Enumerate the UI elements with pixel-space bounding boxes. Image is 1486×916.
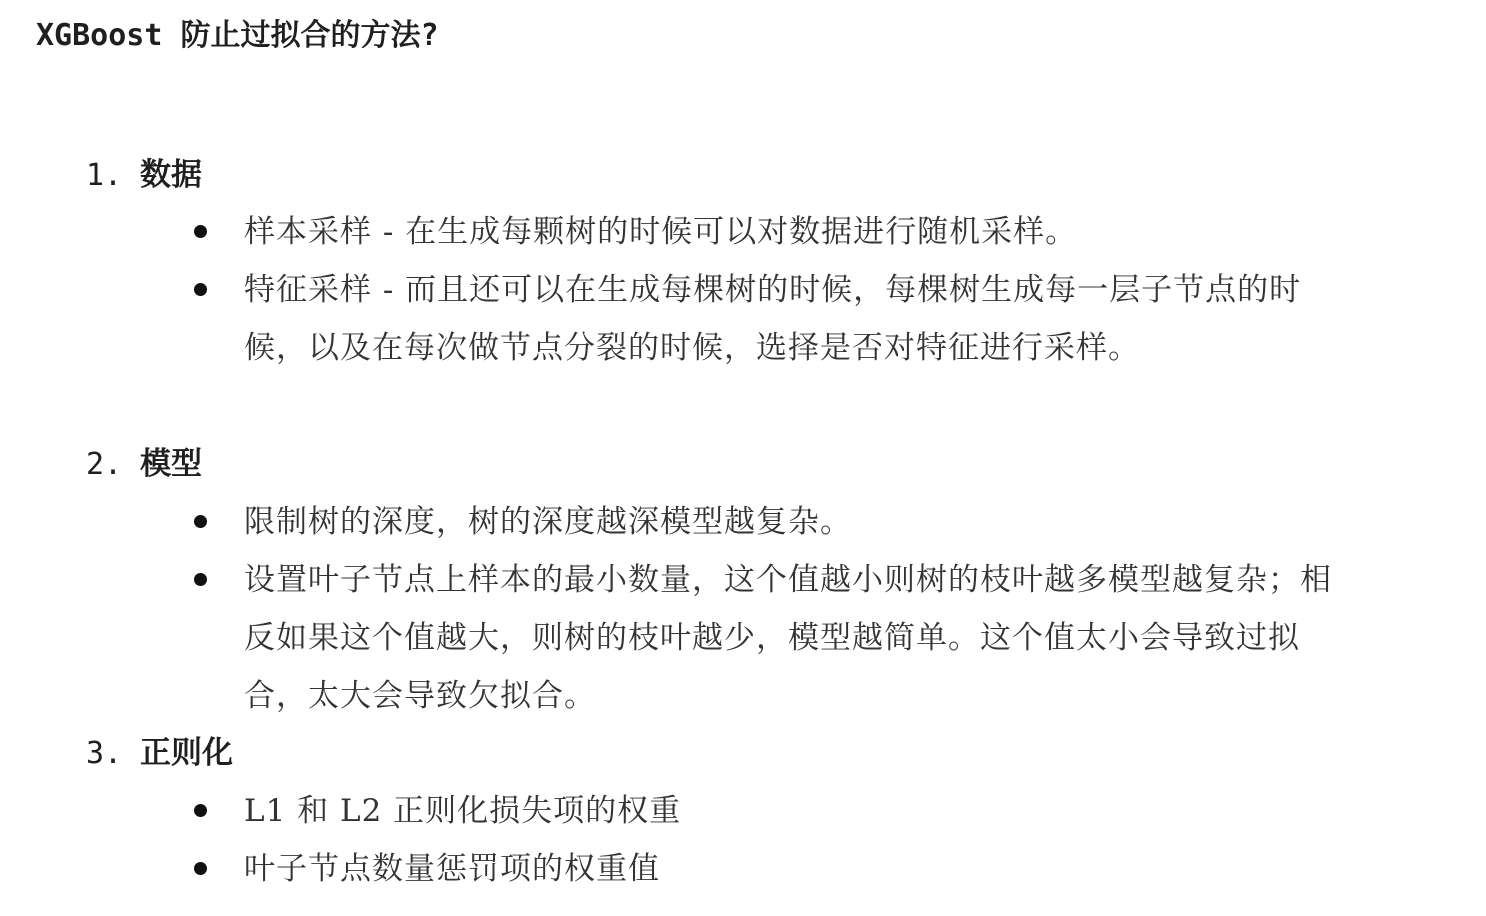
- bullet-icon: [194, 225, 207, 238]
- bullet-icon: [194, 515, 207, 528]
- list-item: [190, 493, 1310, 551]
- list-item: [190, 261, 1310, 377]
- section-heading-model: [86, 442, 202, 487]
- list-item: [190, 551, 1332, 725]
- bullet-icon: [194, 862, 207, 875]
- bullet-icon: [194, 804, 207, 817]
- section-title: 正则化: [140, 735, 233, 771]
- list-item-text: 样本采样 - 在生成每颗树的时候可以对数据进行随机采样。: [244, 214, 1078, 250]
- section-number: 1.: [86, 158, 123, 193]
- list-item-text: L1 和 L2 正则化损失项的权重: [244, 793, 682, 829]
- list-item-text: 设置叶子节点上样本的最小数量，这个值越小则树的枝叶越多模型越复杂；相反如果这个值越大，则树的枝叶越少，模型越简单。这个值太小会导致过拟合，太大会导致欠拟合。: [244, 562, 1332, 714]
- section-number: 2.: [86, 447, 123, 482]
- section-title: 模型: [140, 446, 202, 482]
- bullet-icon: [194, 573, 207, 586]
- bullet-icon: [194, 283, 207, 296]
- list-item: [190, 203, 1310, 261]
- list-item-text: 限制树的深度，树的深度越深模型越复杂。: [244, 504, 852, 540]
- list-item: [190, 782, 1310, 840]
- page-title: XGBoost 防止过拟合的方法?: [36, 18, 439, 53]
- section-heading-data: [86, 153, 202, 198]
- list-item-text: 叶子节点数量惩罚项的权重值: [244, 851, 660, 887]
- section-heading-regularization: [86, 731, 233, 776]
- section-number: 3.: [86, 736, 123, 771]
- section-title: 数据: [140, 157, 202, 193]
- list-item-text: 特征采样 - 而且还可以在生成每棵树的时候，每棵树生成每一层子节点的时候，以及在每次做节点分裂的时候，选择是否对特征进行采样。: [244, 272, 1302, 366]
- list-item: [190, 840, 1310, 898]
